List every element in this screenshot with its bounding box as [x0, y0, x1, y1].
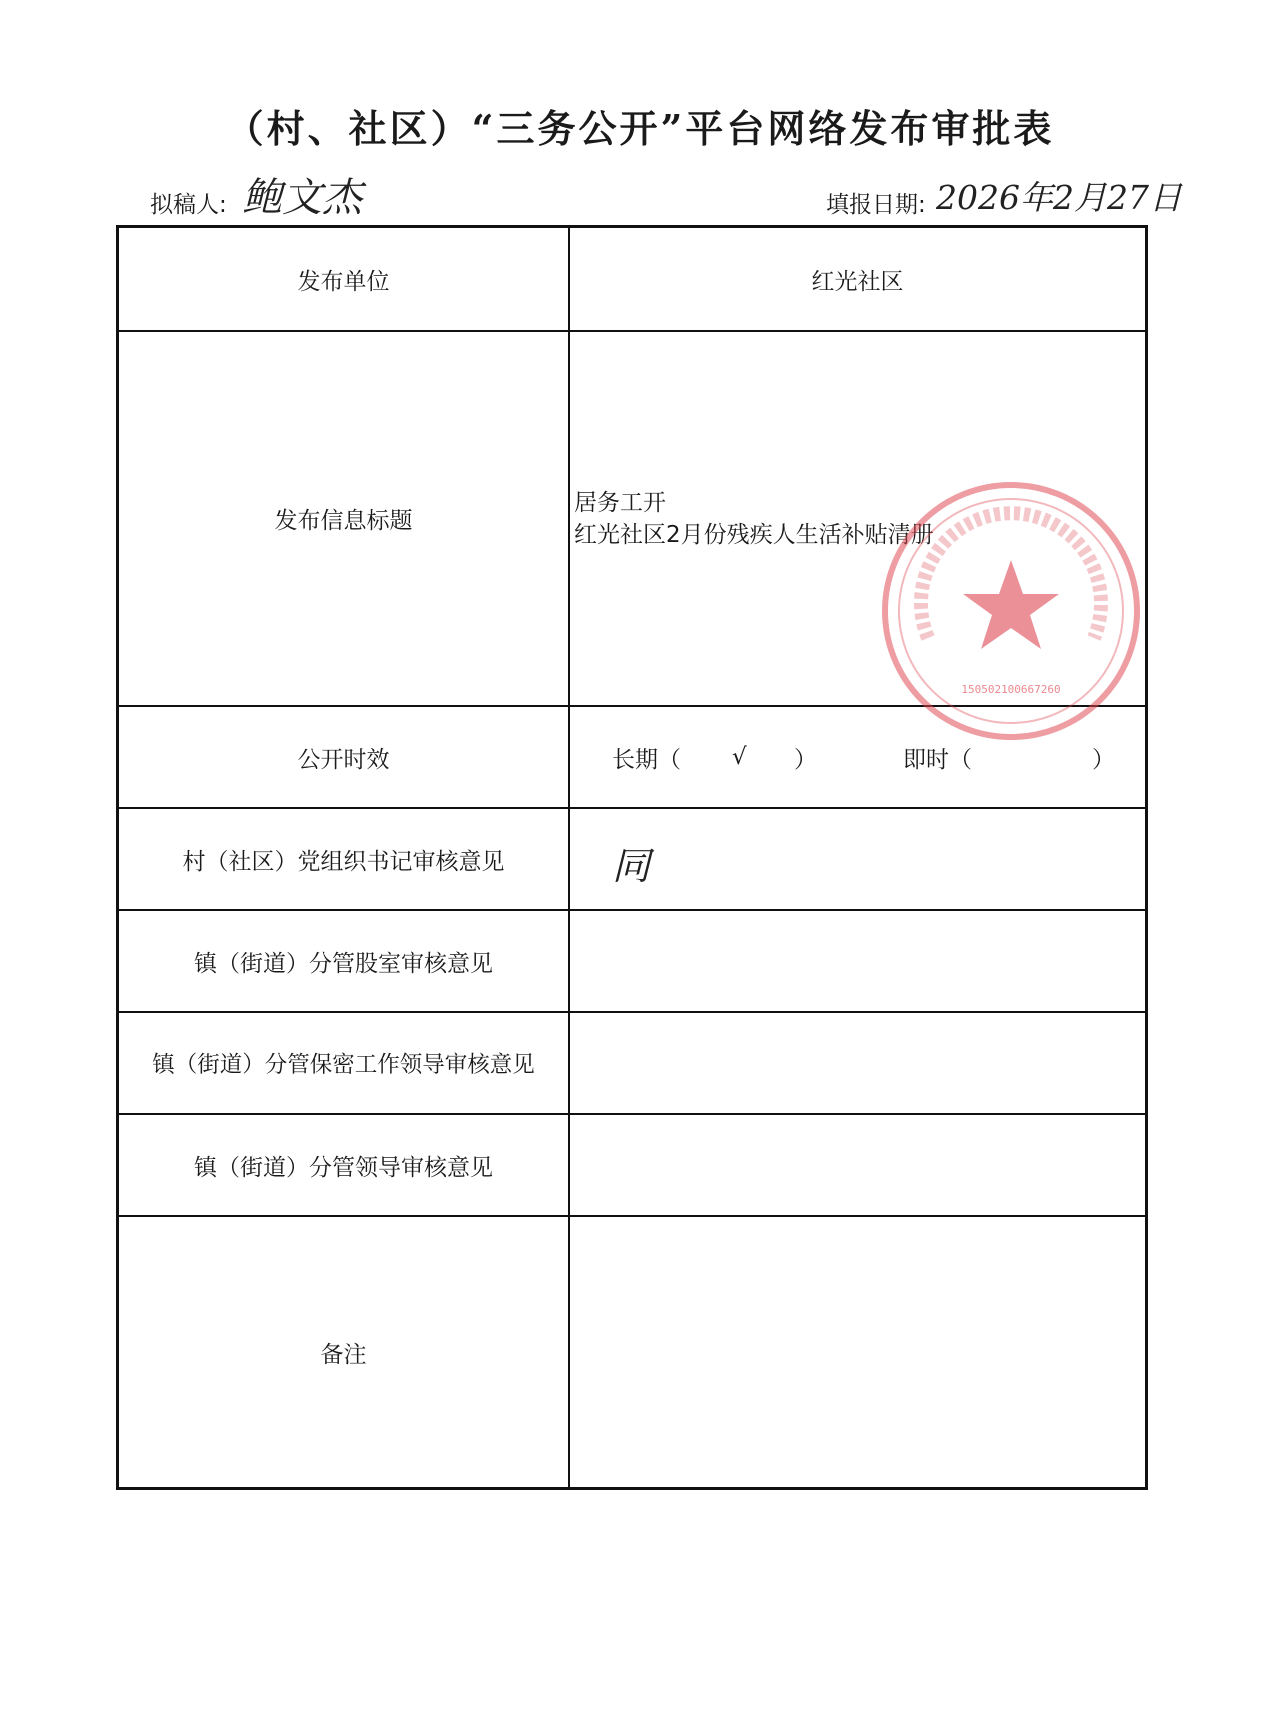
info-title-line2: 红光社区2月份残疾人生活补贴清册 [574, 521, 934, 548]
long-term-option: 长期（ [612, 746, 681, 773]
secretary-signature: 同 [612, 844, 651, 888]
value-remarks [570, 1217, 1145, 1487]
date-label: 填报日期: [826, 192, 926, 218]
info-title-line1: 居务工开 [574, 489, 666, 516]
long-term-check-mark: √ [732, 744, 747, 770]
drafter-label: 拟稿人: [150, 192, 227, 218]
drafter-signature: 鲍文杰 [242, 175, 362, 221]
label-unit: 发布单位 [297, 268, 390, 295]
long-term-close: ） [794, 746, 817, 773]
value-unit: 红光社区 [811, 268, 904, 295]
label-dept-review: 镇（街道）分管股室审核意见 [194, 950, 493, 977]
value-leader-review [570, 1115, 1145, 1215]
seal-star-icon [888, 488, 1134, 734]
immediate-option: 即时（ [903, 746, 972, 773]
value-dept-review [570, 911, 1145, 1011]
value-secrecy-review [570, 1013, 1145, 1113]
label-timeliness: 公开时效 [297, 746, 390, 773]
label-secrecy-review: 镇（街道）分管保密工作领导审核意见 [152, 1052, 535, 1078]
approval-table [116, 225, 1148, 1490]
label-leader-review: 镇（街道）分管领导审核意见 [194, 1154, 493, 1181]
official-seal-stamp [882, 482, 1140, 740]
label-remarks: 备注 [320, 1341, 367, 1368]
seal-code: 150502100667260 [961, 683, 1061, 696]
label-secretary-review: 村（社区）党组织书记审核意见 [182, 848, 505, 875]
value-secretary-review [570, 809, 1145, 909]
form-title: （村、社区）“三务公开”平台网络发布审批表 [225, 106, 1055, 151]
label-info-title: 发布信息标题 [274, 508, 413, 534]
immediate-close: ） [1092, 746, 1115, 773]
date-value: 2026年2月27日 [936, 178, 1182, 217]
